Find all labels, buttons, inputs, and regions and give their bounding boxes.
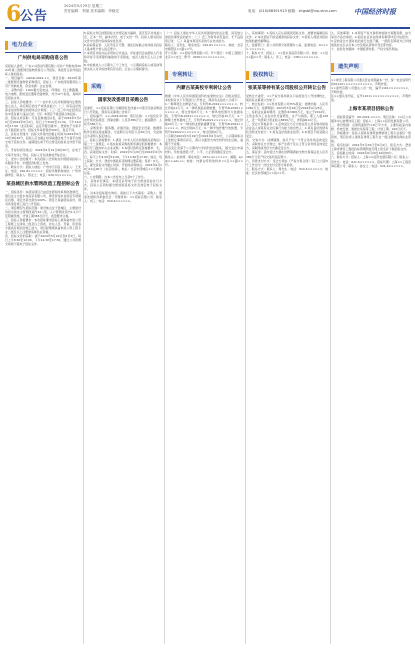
notice-paragraph: 6.投标保证金：人民币伍万元整，须在投标截止时间前从投标人基本账户转入指定账户。 xyxy=(84,43,162,52)
notice-title: 上海市某项目招标公告 xyxy=(348,107,394,113)
notice-paragraph: 七、发布公告的媒介：本次招标公告同时在中国招标投标公共服务平台、中国经济时报上发布。 xyxy=(5,156,81,165)
notice-paragraph: 8.中标候选人公示期为三个工作日，公示期间投标人或其他利害关系人对评标结果有异议的，应在公示期间提出。 xyxy=(84,63,162,72)
notice-paragraph: 四、报名时间：2024年5月29日至6月4日，报名方式：登录上海市建设工程招投标管理网进行网上报名并下载招标文件。 xyxy=(331,143,411,152)
column-divider xyxy=(330,31,331,644)
notice-paragraph: 联系人：赵老师；联系电话：0471-4××××××；邮箱：kjc@××.edu.cn；地址：内蒙古呼和浩特市××区××路××号。 xyxy=(165,154,243,167)
column-divider xyxy=(83,31,84,644)
notice-paragraph: 一、转让标的：××科技有限公司35%股权；挂牌价格：人民币1280万元；挂牌期间：2024年5月29日至2024年6月25日。 xyxy=(246,101,328,110)
notice-paragraph: 四、交易方式：挂牌期满，如只产生一个符合条件的意向受让方，采取协议方式转让；如产生两个及以上符合条件的意向受让方，采取网络竞价方式确定受让方。 xyxy=(246,138,328,151)
notice-paragraph: 九、其他事项：1.本项目产权交易机构收取交易服务费，由交易双方各自承担；2.标的企业存在的或有事项详见评估报告；3.意向受让方须对标的进行全面了解，一经报名即视为已详细阅读并完全认可本公告及相关资料所列全部内容。 xyxy=(331,31,411,48)
column-2 xyxy=(84,31,162,644)
notice-paragraph: 十、信息发布媒体：中国经济时报、产权交易所网站。 xyxy=(331,47,401,52)
section-gap xyxy=(246,175,328,177)
section-gap xyxy=(331,168,411,170)
header-rule xyxy=(5,27,410,29)
tag-rule xyxy=(165,82,243,83)
notice-paragraph: 四、招标文件获取：凡有意参加投标者，请于2024年5月29日至2024年6月4日，每日上午9:00至11:30，下午14:00至17:00（北京时间，法定节假日除外），登录电子交易平台下载招标文件。招标文件每套售价500元，售后不退。 xyxy=(5,116,81,133)
column-5 xyxy=(331,31,411,644)
section-title: 公告 xyxy=(20,9,49,24)
section-gap xyxy=(246,59,328,61)
notice-paragraph: 二、标的企业基本情况：注册资本3000万元，成立于2012年，主营业务为工业自动化设备研发、生产与销售，职工人数128人，近一年经审计营业收入8650万元，净利润612万元。 xyxy=(246,110,328,123)
column-divider xyxy=(164,31,165,644)
notice-paragraph: 受委托，××招标有限公司就国家发改委××项目设备采购进行公开招标，现将有关事项公告如下： xyxy=(84,105,162,115)
notice-paragraph: 三、资格要求：投标人须具有建筑装修装饰工程专业承包一级资质，项目负责人须具有建筑工程专业一级注册建造师执业资格。 xyxy=(331,131,411,144)
notice-paragraph: 一、招标条件：本招标项目已由县发展和改革局批准建设，项目业主为县水务投资有限公司，建设资金来自政府专项债及自筹，项目出资比例为100%。项目已具备招标条件，现对该项目施工进行公开招标。 xyxy=(5,189,81,206)
notice-paragraph: 六、开标时间及地点：2024年6月19日9时30分，在电子交易平台线上开标，投标人可在线参加开标会议。 xyxy=(5,148,81,157)
notice-paragraph: 一、项目编号：GZGD-2024-××，项目名称：2024年第二批配网设备物资采购项目，招标人：广东电网有限责任公司广州供电局，资金来源：企业自筹。 xyxy=(5,75,81,88)
notice-paragraph: 一、招标项目编号：SH-2024-××××；项目名称：××区公共服务中心装修改造工程；招标人：上海××投资发展有限公司。 xyxy=(331,115,411,124)
section-gap xyxy=(84,203,162,205)
notice-paragraph: 五、提交投标文件截止时间、开标时间和地点：2024年6月19日14点00分（北京时间），地点：北京市西城区××大厦会议室。 xyxy=(84,162,162,175)
editor-line: 责任编辑：李丽 美术编辑：李晓光 xyxy=(64,9,120,13)
column-4 xyxy=(246,31,328,644)
tag-rule xyxy=(331,74,411,75)
section-gap xyxy=(331,102,411,104)
section-gap xyxy=(331,51,411,53)
notice-paragraph: 二、建设规模：总建筑面积约1.8万平方米，主要包括室内装修、机电安装、智能化系统等工程；计划工期：210日历天。 xyxy=(331,123,411,132)
notice-paragraph: 二、采购内容：10kV箱式变电站、环网柜、柱上断路器、电力电缆、配电变压器等设备物资，共分12个标包，具体详见招标文件。 xyxy=(5,87,81,100)
notice-paragraph: 三、投标人资格要求：1.满足《中华人民共和国政府采购法》第二十二条规定；2.落实政府采购政策需满足的资格要求：本项目专门面向中小企业采购；3.本项目的特定资格要求：无。 xyxy=(84,138,162,151)
notice-paragraph: ××建设工程有限公司遗失营业执照副本一份，统一社会信用代码91110××××××××××××，声明作废。 xyxy=(331,77,411,86)
notice-paragraph: 1.一种草原生态修复方法，专利号ZL2019××××××.×，转让价格12万元；2.一种乳制品检测装置，专利号ZL2020××××××.×，转让价格8万元；3.一种风电机组叶片监测系统，专利号ZL2021××××××.×，转让价格15万元；4.一种稀土材料提纯工艺，专利号ZL2021××××××.×，转让价格20万元；5.一种农牧业智能灌溉设备，专利号ZL2022××××××.×，转让价格6万元；6.一种羊绒纤维分选装置，专利号ZL2022××××××.×，转让价格9万元。 xyxy=(165,101,243,135)
notice-title: 某县城区供水管网改造工程招标公告 xyxy=(6,181,80,187)
notice-paragraph: 5.投标文件应按照招标文件规定格式编制，逐页签字并加盖公章，正本一份，副本四份，电子文档一份。投标人须对投标文件中全部内容的真实性负责。 xyxy=(84,31,162,44)
newspaper-brand: 中国经济时报 xyxy=(354,7,396,16)
notice-paragraph: 联系人：张先生，联系电话：010-8××××××，地址：北京市朝阳区××路××号。 xyxy=(165,43,243,52)
tag-rule xyxy=(5,52,81,53)
notice-paragraph: 张××遗失身份证，证号1101××××××××××××，声明作废。 xyxy=(331,93,411,102)
issue-meta xyxy=(64,4,119,14)
notice-paragraph: （一）投标人须在中华人民共和国境内依法注册，具有独立承担民事责任的能力；（二）近三年财务状况良好，无不良信用记录；（三）具备本项目所需的专业技术能力。 xyxy=(165,31,243,44)
notice-paragraph: 八、对本次招标提出询问，请按以下方式联系：采购人：国家发展和改革委员会；代理机构：××招标有限公司；联系人：刘工；电话：010-6××××××。 xyxy=(84,190,162,204)
notice-paragraph: 受招标人委托，广东××招标代理有限公司对广州供电局2024年第二批配网设备物资进行公开招标，欢迎符合条件的投标人参加投标。 xyxy=(5,63,81,76)
page-number: 6 xyxy=(6,1,22,27)
notice-paragraph: 二、项目概况与招标范围：建设地点位于县城区，主要建设内容为供水主管网改造约32公里，入户管网改造约1.2万户及附属设施，计划工期365日历天，质量要求合格。 xyxy=(5,206,81,219)
notice-paragraph: 五、保证金：意向受让方须在挂牌期满前交纳交易保证金人民币380万元至产权交易所指定账户。 xyxy=(246,150,328,159)
section-gap xyxy=(165,167,243,169)
notice-paragraph: 三、受让方资格条件：1.意向受让方应为依法设立并有效存续的企业法人或具有完全民事行为能力的自然人；2.具有良好的财务状况和支付能力；3.具有良好的商业信用；4.本项目不接受联合受让。 xyxy=(246,122,328,139)
notice-title: 张某某等持有某公司股权公开转让公告 xyxy=(247,85,327,91)
notice-paragraph: 四、招标文件的获取：请于2024年5月29日至6月3日，每日上午8:30至12:00，下午14:30至17:30，通过公共资源交易网下载电子招标文件。 xyxy=(5,234,81,247)
section-tag: 遗失声明 xyxy=(331,63,363,72)
notice-paragraph: 七、其他补充事宜：本项目采用电子化与纸质投标并行方式，投标人应同时提交纸质版投标文件及加密电子投标文件。 xyxy=(84,178,162,191)
notice-paragraph: 开户名称：××招标代理有限公司；开户银行：中国工商银行北京××支行；账号：0200××××××××××。 xyxy=(165,51,243,60)
section-gap xyxy=(5,177,81,179)
notice-paragraph: 公示期为2024年5月29日至2024年6月12日，公示期间如对上述转让事项有异议，请以书面形式向学校科技处反映，逾期不予受理。 xyxy=(165,134,243,147)
notice-paragraph: 九、监督部门：县公共资源交易管理办公室，监督电话：0××××-××××××。 xyxy=(246,43,328,52)
notice-paragraph: 十、联系方式：招标人：××县水务投资有限公司；地址：××县××路××号；联系人：李工；电话：138××××××××。 xyxy=(246,51,328,60)
notice-paragraph: ××商贸有限公司遗失公章一枚，编号1101××××××××，声明作废。 xyxy=(331,85,411,94)
notice-paragraph: 五、投标截止时间：2024年6月20日10时00分。 xyxy=(331,151,395,156)
column-1 xyxy=(5,31,81,644)
notice-paragraph: 四、获取招标文件：时间：2024年5月29日至2024年6月5日，每天上午9:00至12:00，下午13:30至17:00；地点：线上获取；方式：登录中国政府采购网注册获取；售价：0元。 xyxy=(84,150,162,163)
column-divider xyxy=(245,31,246,644)
notice-title: 国家发改委项目采购公告 xyxy=(97,97,149,103)
tag-rule xyxy=(84,94,162,95)
issue-date: 2024年5月29日 星期三 xyxy=(64,4,103,8)
notice-paragraph: 根据《中华人民共和国促进科技成果转化法》及相关规定，本校拟对以下专利进行公开转让，现将有关信息公示如下： xyxy=(165,93,243,102)
notice-paragraph: 二、采购需求：服务器、存储设备、网络安全设备、数据库软件及相关集成服务，交货期为合同签订后60日内，交货地点为采购人指定地点。 xyxy=(84,126,162,139)
notice-paragraph: 一、招标编号：××-2024-0518；项目名称：××信息化平台升级改造项目；预算金额：人民币386万元；最高限价：人民币386万元。 xyxy=(84,114,162,127)
notice-paragraph: 七、联系方式：联系人：周先生；电话：010-5××××××；地址：北京市西城区××街××号。 xyxy=(246,166,328,175)
notice-paragraph: 三、投标人资格要求：本次招标要求投标人须具备市政公用工程施工总承包二级及以上资质，并在人员、设备、资金等方面具有相应的施工能力，项目经理须具备市政公用工程专业二级及以上注册建造师执业资格。 xyxy=(5,218,81,235)
contact-info: 电话：(010)68391913 邮箱：zhgsbl@vip.sina.com xyxy=(248,9,337,13)
notice-paragraph: 六、联系方式：招标人：上海××投资发展有限公司；联系人：吴先生；电话：021-5××××××。招标代理：上海××工程咨询有限公司；联系人：孙女士；电话：021-6××××××。 xyxy=(331,155,411,168)
column-3 xyxy=(165,31,243,644)
notice-paragraph: 六、公告期限：自本公告发布之日起5个工作日。 xyxy=(84,174,147,179)
notice-paragraph: 八、联系方式：招标人地址：广州市天河区；联系人：王先生；电话：020-8××××××；招标代理机构地址：广州市越秀区；联系人：陈女士；电话：020-3××××××。 xyxy=(5,164,81,177)
section-tag: 电力企业 xyxy=(5,41,37,50)
notice-paragraph: 三、投标人资格要求：（一）在中华人民共和国境内注册的独立法人，具有相应的生产或供货能力；（二）具有良好的商业信誉和健全的财务会计制度；（三）近三年内在经营活动中没有重大违法记录；（四）本项目不接受联合体投标。 xyxy=(5,99,81,117)
notice-paragraph: 受转让方委托，××产权交易所就以下标的进行公开挂牌转让，现将有关事项公告如下： xyxy=(246,93,328,102)
notice-paragraph: 有意受让者请于公示期内与学校科技处联系，提交受让申请材料，学校将按照公开、公平、公正原则确定受让方。 xyxy=(165,146,243,155)
notice-paragraph: 八、其他事项：1.投标人应认真阅读招标文件，按要求编制投标文件；2.本次招标不接受邮寄的投标文件；3.招标人保留对招标结果的最终解释权。 xyxy=(246,31,328,44)
section-tag: 专利转让 xyxy=(165,71,197,80)
section-gap xyxy=(84,71,162,73)
page-header xyxy=(0,0,415,30)
tag-rule xyxy=(246,82,328,83)
notice-title: 内蒙古某高校专利转让公告 xyxy=(176,85,232,91)
notice-paragraph: 7.本项目评标办法采用综合评估法，评标委员会由招标人代表和评标专家库随机抽取的专家组成，成员人数为五人以上单数。 xyxy=(84,51,162,64)
section-gap xyxy=(165,59,243,61)
notice-paragraph: 六、价款支付方式：受让方须在《产权交易合同》签订之日起5个工作日内一次性支付全部交易价款。 xyxy=(246,158,328,167)
section-gap xyxy=(5,246,81,248)
section-tag: 股权转让 xyxy=(246,71,278,80)
section-tag: 采购 xyxy=(84,83,105,92)
notice-paragraph: 五、投标文件递交：投标文件递交的截止时间为2024年6月19日9时30分，投标人应在截止时间前通过电子交易平台递交电子投标文件。逾期送达或不符合规定的投标文件恕不接受。 xyxy=(5,132,81,149)
notice-title: 广州供电局采购信息公告 xyxy=(17,55,69,61)
